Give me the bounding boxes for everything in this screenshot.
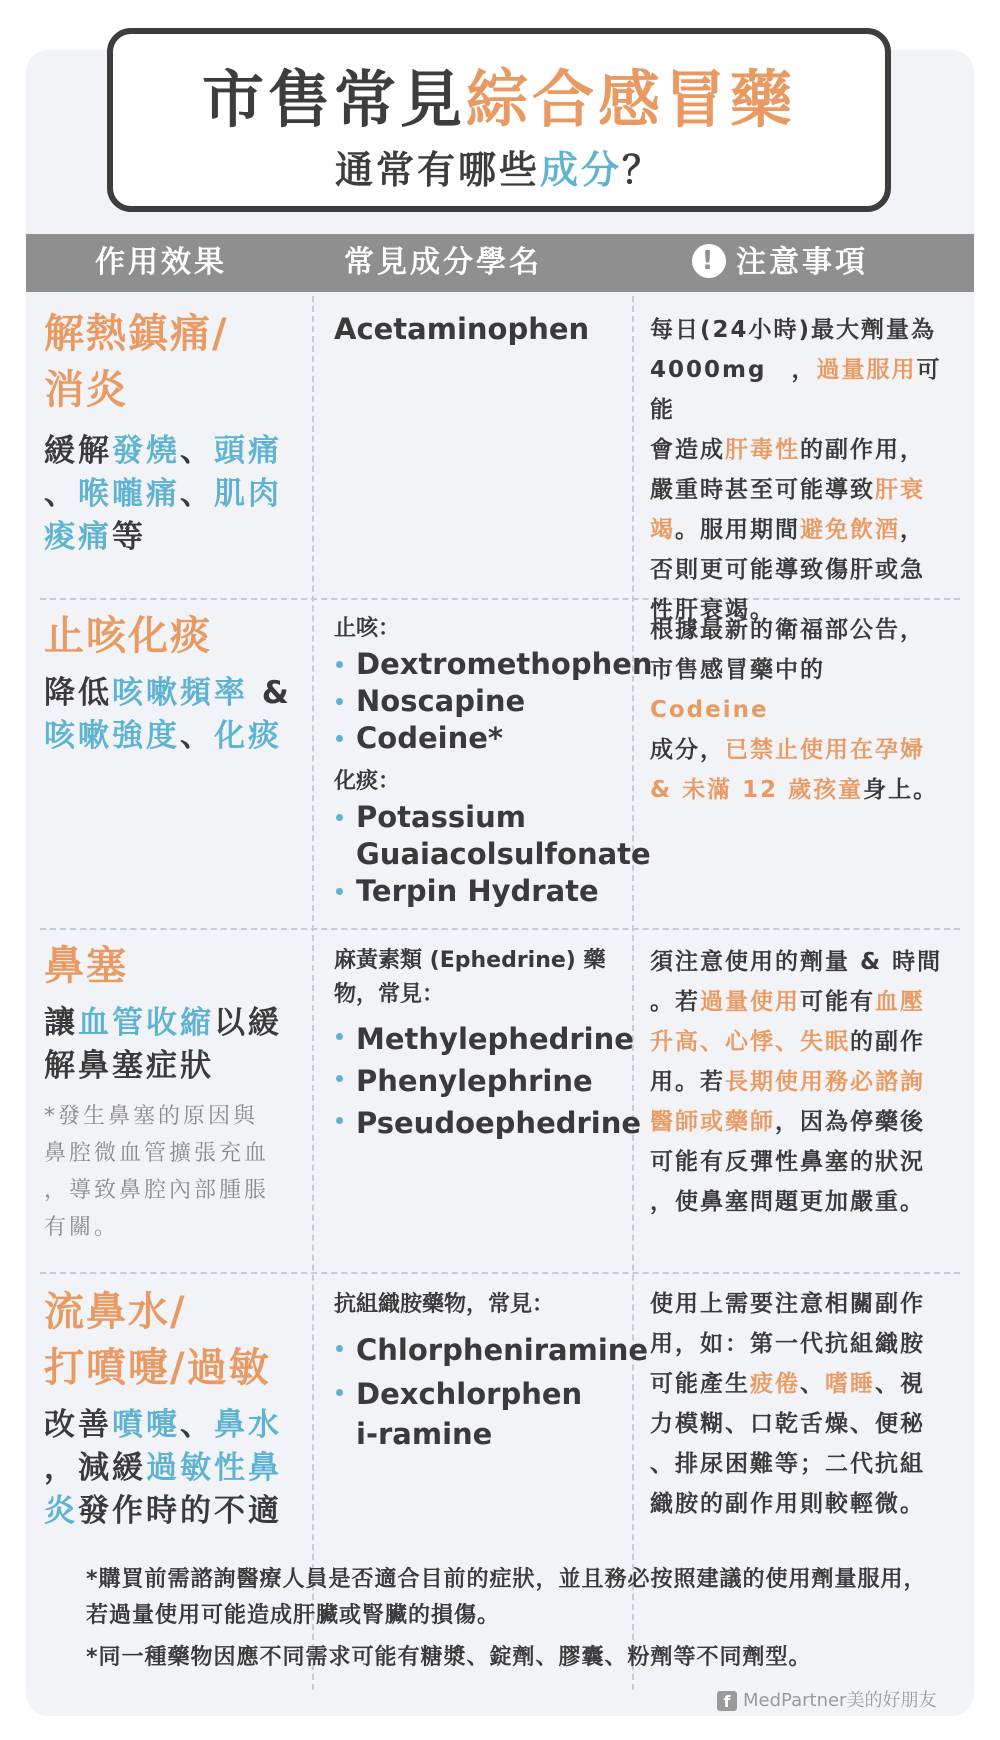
note-runny-nose <box>650 1284 966 1524</box>
note-seg: 醫師或藥師 <box>650 1109 775 1135</box>
desc-seg: 頭痛 <box>214 433 282 469</box>
note-seg: 長期使用務必諮詢 <box>725 1069 925 1095</box>
note-line <box>650 510 966 550</box>
note-seg: 升高、心悸、失眠 <box>650 1029 850 1055</box>
note-line <box>650 1062 966 1102</box>
title-part-dark: 市售常見 <box>201 63 466 136</box>
note-seg: 嚴重時甚至可能導致 <box>650 477 875 503</box>
note-seg: Codeine <box>650 697 769 723</box>
note-seg: 4000mg ， <box>650 357 817 383</box>
footnote-dosage-forms: *同一種藥物因應不同需求可能有糖漿、錠劑、膠囊、粉劑等不同劑型。 <box>86 1645 812 1670</box>
note-seg: 肝毒性 <box>725 437 800 463</box>
effect-runny-nose <box>44 1284 300 1396</box>
note-seg: 的副作 <box>850 1029 925 1055</box>
desc-line <box>44 1045 300 1088</box>
note-line <box>650 650 966 730</box>
desc-line <box>44 1404 300 1447</box>
note-line <box>650 1484 966 1524</box>
facebook-icon: f <box>717 1691 737 1711</box>
group-heading-antihistamine: 抗組織胺藥物，常見： <box>334 1292 555 1317</box>
note-seg: 力模糊、口乾舌燥、便秘 <box>650 1411 925 1437</box>
note-line <box>650 1404 966 1444</box>
note-cough <box>650 610 966 810</box>
note-seg: 否則更可能導致傷肝或急 <box>650 557 925 583</box>
sub-line: ，導致鼻腔內部腫脹 <box>44 1178 270 1203</box>
effect-cough <box>44 608 300 664</box>
desc-line <box>44 672 300 715</box>
note-line <box>650 310 966 350</box>
ingredient-item: Methylephedrine <box>334 1018 630 1060</box>
header-notes-label: 注意事項 <box>736 245 868 280</box>
row-divider-2 <box>40 928 960 930</box>
desc-seg: 肌肉 <box>214 476 282 512</box>
title-sub <box>113 146 885 194</box>
brand-credit <box>717 1688 936 1714</box>
effect-nasal-congestion <box>44 938 300 994</box>
subtitle-question-mark: ？ <box>622 148 664 192</box>
ephedrine-list <box>334 1018 642 1144</box>
note-seg: 的副作用， <box>800 437 925 463</box>
column-divider-1 <box>312 296 314 1690</box>
note-seg: 用。若 <box>650 1069 725 1095</box>
note-seg: & 未滿 12 歲孩童 <box>650 777 864 803</box>
note-seg: 每日(24小時)最大劑量為 <box>650 317 937 343</box>
antihistamine-list <box>334 1330 649 1454</box>
header-ingredients: 常見成分學名 <box>344 245 542 280</box>
expectorant-list <box>334 799 651 910</box>
group-heading-ephedrine-2: 物，常見： <box>334 982 445 1007</box>
header-effect: 作用效果 <box>95 245 227 280</box>
ingredient-item: Codeine* <box>334 720 630 757</box>
ingredient-item: Terpin Hydrate <box>334 873 630 910</box>
effect-line: 鼻塞 <box>44 943 128 989</box>
title-main <box>113 64 885 136</box>
row-divider-3 <box>40 1272 960 1274</box>
desc-runny-nose <box>44 1404 300 1533</box>
desc-seg: 降低 <box>44 675 112 711</box>
note-seg: ， <box>900 517 925 543</box>
note-line <box>650 430 966 470</box>
note-seg: 市售感冒藥中的 <box>650 657 850 683</box>
desc-seg: 發燒 <box>112 433 180 469</box>
note-seg: 嗜睡 <box>825 1371 875 1397</box>
group-heading-expectorant: 化痰： <box>334 769 401 794</box>
header-notes <box>586 234 974 292</box>
effect-line: 解熱鎮痛/ <box>44 311 229 357</box>
ingredient-acetaminophen: Acetaminophen <box>334 312 590 346</box>
desc-line <box>44 715 300 758</box>
note-line <box>650 770 966 810</box>
note-seg: 根據最新的衛福部公告， <box>650 617 925 643</box>
desc-seg: 等 <box>112 519 146 555</box>
note-seg: ，因為停藥後 <box>775 1109 925 1135</box>
effect-fever-pain <box>44 306 300 418</box>
desc-seg: 血管收縮 <box>78 1005 214 1041</box>
note-seg: 須注意使用的劑量 & 時間 <box>650 949 943 975</box>
ingredient-item: Dexchlorpheni-ramine <box>334 1374 586 1454</box>
desc-seg: 、 <box>180 718 214 754</box>
sub-line: 鼻腔微血管擴張充血 <box>44 1141 270 1166</box>
desc-seg: 發作時的不適 <box>78 1493 282 1529</box>
note-seg: 可能有反彈性鼻塞的狀況 <box>650 1149 925 1175</box>
desc-line <box>44 430 300 473</box>
desc-seg: 、 <box>180 1407 214 1443</box>
desc-cough <box>44 672 300 758</box>
note-seg: 織胺的副作用則較輕微。 <box>650 1491 925 1517</box>
note-line <box>650 1022 966 1062</box>
ingredient-item: Chlorpheniramine <box>334 1330 630 1370</box>
note-line <box>650 942 966 982</box>
note-seg: 、 <box>800 1371 825 1397</box>
note-line <box>650 730 966 770</box>
note-seg: 。若 <box>650 989 700 1015</box>
note-line <box>650 1364 966 1404</box>
note-seg: 可能產生 <box>650 1371 750 1397</box>
note-seg: 使用上需要注意相關副作 <box>650 1291 925 1317</box>
desc-seg: & <box>248 675 292 711</box>
note-line <box>650 550 966 590</box>
footnote-consult: *購買前需諮詢醫療人員是否適合目前的症狀，並且務必按照建議的使用劑量服用，若過量使用可能造成肝臟或腎臟的損傷。 <box>86 1567 927 1628</box>
effect-line: 打噴嚏/過敏 <box>44 1345 271 1391</box>
ingredients-runny-nose <box>334 1288 649 1454</box>
note-congestion-cause <box>44 1098 300 1246</box>
effect-line: 止咳化痰 <box>44 613 212 659</box>
note-line <box>650 1102 966 1142</box>
note-line <box>650 1444 966 1484</box>
desc-seg: 以緩 <box>214 1005 282 1041</box>
note-seg: 性肝衰竭。 <box>650 597 775 623</box>
ingredient-item: Potassium Guaiacolsulfonate <box>334 799 630 873</box>
note-seg: 。服用期間 <box>675 517 800 543</box>
note-seg: 、視 <box>875 1371 925 1397</box>
note-nasal-congestion <box>650 942 966 1222</box>
desc-fever-pain <box>44 430 300 559</box>
exclamation-icon: ! <box>692 244 726 278</box>
desc-seg: 、 <box>44 476 78 512</box>
ingredient-item: Noscapine <box>334 683 630 720</box>
desc-line <box>44 1490 300 1533</box>
note-line <box>650 1284 966 1324</box>
desc-nasal-congestion <box>44 1002 300 1088</box>
desc-seg: 喉嚨痛 <box>78 476 180 512</box>
ingredient-item: Pseudoephedrine <box>334 1102 630 1144</box>
ingredients-fever-pain <box>334 310 630 348</box>
desc-line <box>44 1447 300 1490</box>
effect-line: 消炎 <box>44 367 128 413</box>
antitussive-list <box>334 646 653 757</box>
note-seg: 血壓 <box>875 989 925 1015</box>
group-heading-antitussive: 止咳： <box>334 616 401 641</box>
title-box <box>107 28 891 212</box>
note-line <box>650 1142 966 1182</box>
desc-seg: 過敏性鼻 <box>146 1450 282 1486</box>
note-seg: 過量服用 <box>816 357 917 383</box>
sub-line: 有關。 <box>44 1215 120 1240</box>
title-part-accent: 綜合感冒藥 <box>466 63 797 136</box>
note-seg: 肝衰 <box>875 477 925 503</box>
desc-seg: 噴嚏 <box>112 1407 180 1443</box>
desc-seg: 鼻水 <box>214 1407 282 1443</box>
subtitle-part-accent: 成分 <box>539 148 622 192</box>
note-line <box>650 1324 966 1364</box>
note-line <box>650 1182 966 1222</box>
desc-seg: 解鼻塞症狀 <box>44 1048 214 1084</box>
ingredients-nasal-congestion <box>334 944 642 1144</box>
note-seg: 會造成 <box>650 437 725 463</box>
desc-line <box>44 473 300 516</box>
desc-seg: 、 <box>180 476 214 512</box>
note-line <box>650 610 966 650</box>
note-seg: 避免飲酒 <box>800 517 900 543</box>
group-heading-ephedrine: 麻黃素類 (Ephedrine) 藥 <box>334 948 606 973</box>
desc-line <box>44 516 300 559</box>
column-divider-2 <box>632 296 634 1690</box>
note-seg: 、排尿困難等；二代抗組 <box>650 1451 925 1477</box>
note-seg: ，使鼻塞問題更加嚴重。 <box>650 1189 925 1215</box>
desc-seg: 化痰 <box>214 718 282 754</box>
desc-seg: 緩解 <box>44 433 112 469</box>
note-seg: 身上。 <box>863 777 939 803</box>
desc-line <box>44 1002 300 1045</box>
ingredients-cough <box>334 612 653 910</box>
desc-seg: ，減緩 <box>44 1450 146 1486</box>
note-seg: 成分， <box>650 737 725 763</box>
subtitle-part-dark: 通常有哪些 <box>334 148 540 192</box>
desc-seg: 、 <box>180 433 214 469</box>
effect-line: 流鼻水/ <box>44 1289 187 1335</box>
note-seg: 用，如：第一代抗組織胺 <box>650 1331 925 1357</box>
ingredient-item: Dextromethophen <box>334 646 630 683</box>
note-line <box>650 350 966 430</box>
table-header <box>26 234 974 292</box>
note-seg: 疲倦 <box>750 1371 800 1397</box>
note-seg: 可能 <box>650 357 942 423</box>
note-line <box>650 470 966 510</box>
desc-seg: 咳嗽頻率 <box>112 675 248 711</box>
desc-seg: 痠痛 <box>44 519 112 555</box>
note-seg: 竭 <box>650 517 675 543</box>
note-seg: 已禁止使用在孕婦 <box>725 737 925 763</box>
brand-name: MedPartner美的好朋友 <box>743 1690 937 1711</box>
desc-seg: 咳嗽強度 <box>44 718 180 754</box>
note-line <box>650 982 966 1022</box>
desc-seg: 改善 <box>44 1407 112 1443</box>
ingredient-item: Phenylephrine <box>334 1060 630 1102</box>
note-fever-pain <box>650 310 966 630</box>
note-seg: 過量使用 <box>700 989 800 1015</box>
note-seg: 可能有 <box>800 989 875 1015</box>
sub-line: *發生鼻塞的原因與 <box>44 1104 259 1129</box>
desc-seg: 炎 <box>44 1493 78 1529</box>
desc-seg: 讓 <box>44 1005 78 1041</box>
